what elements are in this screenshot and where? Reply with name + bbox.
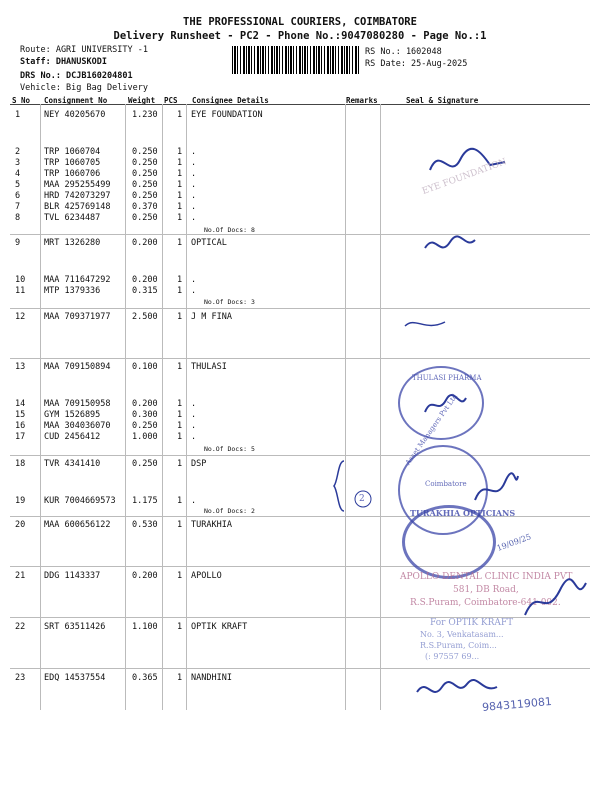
- row-pcs: 1: [177, 362, 183, 372]
- staff: Staff: DHANUSKODI: [20, 57, 107, 67]
- row-pcs: 1: [177, 286, 183, 296]
- row-consignment: MAA 709371977: [44, 312, 111, 322]
- row-consignee: .: [191, 191, 197, 201]
- docs-count: No.Of Docs: 8: [204, 226, 255, 234]
- row-consignment: EDQ 14537554: [44, 673, 106, 683]
- page-title: THE PROFESSIONAL COURIERS, COIMBATORE: [183, 16, 417, 28]
- row-weight: 0.200: [132, 238, 158, 248]
- drs-number: DRS No.: DCJB160204801: [20, 71, 133, 81]
- row-pcs: 1: [177, 169, 183, 179]
- stamp-apollo-line1: APOLLO DENTAL CLINIC INDIA PVT: [400, 572, 573, 582]
- row-consignment: CUD 2456412: [44, 432, 101, 442]
- row-sno: 18: [15, 459, 26, 469]
- row-consignee: .: [191, 169, 197, 179]
- row-consignee: .: [191, 213, 197, 223]
- row-sno: 12: [15, 312, 26, 322]
- docs-count: No.Of Docs: 3: [204, 298, 255, 306]
- row-pcs: 1: [177, 673, 183, 683]
- row-consignee: .: [191, 432, 197, 442]
- stamp-apollo-line2: 581, DB Road,: [453, 585, 519, 595]
- row-pcs: 1: [177, 213, 183, 223]
- row-consignment: BLR 425769148: [44, 202, 111, 212]
- row-weight: 0.200: [132, 571, 158, 581]
- row-pcs: 1: [177, 180, 183, 190]
- row-consignee: J M FINA: [191, 312, 232, 322]
- row-weight: 1.175: [132, 496, 158, 506]
- row-pcs: 1: [177, 191, 183, 201]
- col-sno: S No: [12, 96, 31, 105]
- row-sno: 14: [15, 399, 26, 409]
- row-weight: 0.250: [132, 180, 158, 190]
- docs-count: No.Of Docs: 2: [204, 507, 255, 515]
- row-consignee: .: [191, 399, 197, 409]
- stamp-turakhia-text: TURAKHIA OPTICIANS: [410, 508, 516, 518]
- row-weight: 0.100: [132, 362, 158, 372]
- row-sno: 23: [15, 673, 26, 683]
- row-consignee: APOLLO: [191, 571, 222, 581]
- row-consignee: .: [191, 158, 197, 168]
- col-consignment: Consignment No: [44, 96, 108, 105]
- stamp-faded: EYE FOUNDATION: [420, 157, 509, 197]
- row-consignee: OPTIK KRAFT: [191, 622, 248, 632]
- row-weight: 0.250: [132, 459, 158, 469]
- row-sno: 2: [15, 147, 21, 157]
- row-sno: 9: [15, 238, 21, 248]
- row-pcs: 1: [177, 421, 183, 431]
- row-weight: 0.250: [132, 421, 158, 431]
- bracket-mark: [330, 456, 380, 516]
- row-weight: 0.530: [132, 520, 158, 530]
- row-pcs: 1: [177, 432, 183, 442]
- row-consignment: MAA 304036070: [44, 421, 111, 431]
- row-consignment: MAA 709150894: [44, 362, 111, 372]
- row-weight: 1.000: [132, 432, 158, 442]
- col-seal: Seal & Signature: [406, 96, 479, 105]
- row-weight: 0.300: [132, 410, 158, 420]
- docs-count: No.Of Docs: 5: [204, 445, 255, 453]
- row-pcs: 1: [177, 147, 183, 157]
- row-consignment: HRD 742073297: [44, 191, 111, 201]
- row-weight: 1.100: [132, 622, 158, 632]
- row-consignment: DDG 1143337: [44, 571, 101, 581]
- row-weight: 0.250: [132, 169, 158, 179]
- row-consignee: .: [191, 421, 197, 431]
- stamp-optik-line3: R.S.Puram, Coim...: [420, 641, 497, 650]
- row-sno: 17: [15, 432, 26, 442]
- row-consignee: .: [191, 275, 197, 285]
- row-weight: 0.250: [132, 191, 158, 201]
- barcode: [232, 46, 360, 74]
- stamp-asset-text: Asset Managers Pvt Ltd: [404, 392, 460, 467]
- row-sno: 3: [15, 158, 21, 168]
- row-consignee: NANDHINI: [191, 673, 232, 683]
- row-weight: 2.500: [132, 312, 158, 322]
- row-pcs: 1: [177, 410, 183, 420]
- row-sno: 20: [15, 520, 26, 530]
- row-consignment: MTP 1379336: [44, 286, 101, 296]
- row-consignee: THULASI: [191, 362, 227, 372]
- row-weight: 0.250: [132, 213, 158, 223]
- row-consignment: SRT 63511426: [44, 622, 106, 632]
- row-sno: 8: [15, 213, 21, 223]
- row-pcs: 1: [177, 459, 183, 469]
- row-consignee: .: [191, 147, 197, 157]
- col-remarks: Remarks: [346, 96, 378, 105]
- row-weight: 0.315: [132, 286, 158, 296]
- row-pcs: 1: [177, 238, 183, 248]
- row-pcs: 1: [177, 275, 183, 285]
- rs-number: RS No.: 1602048: [365, 47, 442, 57]
- row-consignment: TVL 6234487: [44, 213, 101, 223]
- signature-row12: [400, 314, 450, 334]
- stamp-thulasi-text: THULASI PHARMA: [412, 374, 482, 382]
- row-weight: 0.200: [132, 399, 158, 409]
- row-consignment: TVR 4341410: [44, 459, 101, 469]
- row-consignee: .: [191, 202, 197, 212]
- row-pcs: 1: [177, 312, 183, 322]
- remark-handwritten: 2: [359, 494, 365, 504]
- rs-date: RS Date: 25-Aug-2025: [365, 59, 468, 69]
- row-consignment: MAA 709150958: [44, 399, 111, 409]
- signature-row18: [470, 470, 520, 510]
- row-sno: 4: [15, 169, 21, 179]
- row-sno: 1: [15, 110, 21, 120]
- row-consignee: OPTICAL: [191, 238, 227, 248]
- row-pcs: 1: [177, 496, 183, 506]
- row-sno: 22: [15, 622, 26, 632]
- stamp-apollo-line3: R.S.Puram, Coimbatore-641 002.: [410, 598, 561, 608]
- row-consignee: .: [191, 496, 197, 506]
- row-consignee: .: [191, 286, 197, 296]
- row-consignment: TRP 1060706: [44, 169, 101, 179]
- row-pcs: 1: [177, 571, 183, 581]
- stamp-optik-line4: (: 97557 69...: [425, 652, 480, 661]
- stamp-optik-line2: No. 3, Venkatasam...: [420, 630, 504, 639]
- route: Route: AGRI UNIVERSITY -1: [20, 45, 148, 55]
- row-consignment: NEY 40205670: [44, 110, 106, 120]
- row-weight: 0.200: [132, 275, 158, 285]
- row-pcs: 1: [177, 202, 183, 212]
- signature-row21: [520, 575, 590, 625]
- row-sno: 5: [15, 180, 21, 190]
- row-weight: 1.230: [132, 110, 158, 120]
- row-weight: 0.365: [132, 673, 158, 683]
- stamp-asset-city: Coimbatore: [425, 480, 467, 488]
- row-pcs: 1: [177, 399, 183, 409]
- row-pcs: 1: [177, 520, 183, 530]
- row-consignment: TRP 1060704: [44, 147, 101, 157]
- col-consignee: Consignee Details: [192, 96, 269, 105]
- row-sno: 19: [15, 496, 26, 506]
- row-weight: 0.250: [132, 158, 158, 168]
- row-consignment: MAA 600656122: [44, 520, 111, 530]
- stamp-optik-line1: For OPTIK KRAFT: [430, 618, 514, 628]
- vehicle: Vehicle: Big Bag Delivery: [20, 83, 148, 93]
- row-consignment: MRT 1326280: [44, 238, 101, 248]
- row-consignment: GYM 1526895: [44, 410, 101, 420]
- row-consignment: TRP 1060705: [44, 158, 101, 168]
- row-pcs: 1: [177, 110, 183, 120]
- page-subtitle: Delivery Runsheet - PC2 - Phone No.:9047080280 - Page No.:1: [113, 30, 487, 42]
- row-sno: 21: [15, 571, 26, 581]
- handwritten-phone: 9843119081: [481, 694, 553, 715]
- row-sno: 10: [15, 275, 26, 285]
- row-consignee: TURAKHIA: [191, 520, 232, 530]
- row-weight: 0.370: [132, 202, 158, 212]
- row-consignee: .: [191, 410, 197, 420]
- row-pcs: 1: [177, 158, 183, 168]
- row-consignee: EYE FOUNDATION: [191, 110, 263, 120]
- row-sno: 11: [15, 286, 26, 296]
- handwritten-date: 19/09/25: [495, 532, 533, 553]
- row-consignment: KUR 7004669573: [44, 496, 116, 506]
- row-sno: 16: [15, 421, 26, 431]
- row-weight: 0.250: [132, 147, 158, 157]
- row-sno: 13: [15, 362, 26, 372]
- col-weight: Weight: [128, 96, 156, 105]
- row-consignee: .: [191, 180, 197, 190]
- col-pcs: PCS: [164, 96, 178, 105]
- row-sno: 15: [15, 410, 26, 420]
- row-sno: 7: [15, 202, 21, 212]
- row-consignment: MAA 711647292: [44, 275, 111, 285]
- row-pcs: 1: [177, 622, 183, 632]
- row-sno: 6: [15, 191, 21, 201]
- row-consignment: MAA 295255499: [44, 180, 111, 190]
- row-consignee: DSP: [191, 459, 207, 469]
- header-rule: [10, 104, 590, 105]
- signature-row9: [420, 230, 480, 260]
